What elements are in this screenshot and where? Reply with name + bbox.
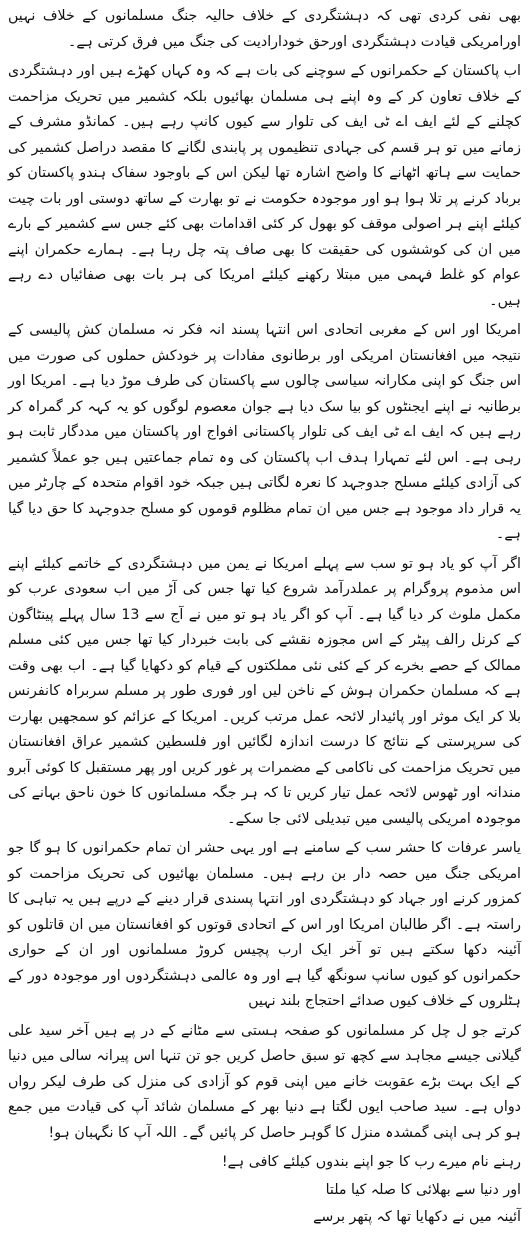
verse-line-3: آئینہ میں نے دکھایا تھا کہ پتھر برسے <box>313 1209 521 1225</box>
article-paragraph-4: اگر آپ کو یاد ہو تو سب سے پہلے امریکا نے یمن میں دہشتگردی کے خاتمے کیلئے اپنے اس مذموم پروگرام پر عملدرآمد شروع کیا تھا جس کی آڑ میں اب سعودی عرب کو مکمل ملوث کر دیا گیا ہے۔ آپ کو اگر یاد ہو تو میں نے آج سے 13 سال پہلے پینٹاگون کے کرنل رالف پیٹر کے اس مجوزہ نقشے کی بابت خبردار کیا تھا جس میں کئی مسلم ممالک کے حصے بخرے کر کے کئی نئی مملکتوں کے قیام کو دکھایا گیا ہے۔ اب بھی وقت ہے کہ مسلمان حکمران ہوش کے ناخن لیں اور فوری طور پر مسلم سربراہ کانفرنس بلا کر ایک موثر اور پائیدار لائحہ عمل مرتب کریں۔ امریکا کے عزائم کو سمجھیں بھارت کی سرپرستی کے نتائج کا درست اندازہ لگائیں اور فلسطین کشمیر عراق افغانستان میں تحریک مزاحمت کی ناکامی کے مضمرات پر غور کریں اور پھر مستقبل کا کوئی آبرو مندانہ اور ٹھوس لائحہ عمل تیار کریں تا کہ ہر جگہ مسلمانوں کا خون ناحق بہانے کی موجودہ امریکی پالیسی میں تبدیلی لائی جا سکے۔ <box>8 555 522 827</box>
verse-line-2: اور دنیا سے بھلائی کا صلہ کیا ملتا <box>325 1181 521 1198</box>
article-paragraph-2: اب پاکستان کے حکمرانوں کے سوچنے کی بات ہے کہ وہ کہاں کھڑے ہیں اور دہشتگردی کے خلاف تعاون کر کے وہ اپنے ہی مسلمان بھائیوں بلکہ کشمیر میں تحریک مزاحمت کچلنے کے لئے ایف اے ٹی ایف کی تلوار سے کیوں کانپ رہے ہیں۔ کمانڈو مشرف کے زمانے میں تو ہر قسم کی جہادی تنظیموں پر پابندی لگانے کا مقصد دراصل کشمیر کی حمایت سے ہاتھ اٹھانے کا واضح اشارہ تھا لیکن اس کے باوجود سفاک ہندو پاکستان کو برباد کرنے پر تلا ہوا ہو اور موجودہ حکومت نے تو بھارت کے ساتھ دوستی اور بات چیت کیلئے اپنے ہر اصولی موقف کو بھول کر کئی اقدامات بھی کئے جس سے کشمیر کے بارے میں ان کی کوششوں کی حقیقت کا بھی صاف پتہ چل رہا ہے۔ ہمارے حکمران اپنے عوام کو غلط فہمی میں مبتلا رکھنے کیلئے امریکا کی ہر بات بھی صفائیاں دے رہے ہیں۔ <box>8 63 521 309</box>
article-paragraph-1: بھی نفی کردی تھی کہ دہشتگردی کے خلاف حالیہ جنگ مسلمانوں کے خلاف نہیں اورامریکی قیادت دہشتگردی اورحق خودارادیت کی جنگ میں فرق کرتی ہے۔ <box>8 8 521 50</box>
article-paragraph-5: یاسر عرفات کا حشر سب کے سامنے ہے اور یہی حشر ان تمام حکمرانوں کا ہو گا جو امریکی جنگ میں حصہ دار بن رہے ہیں۔ مسلمان بھائیوں کی تحریک مزاحمت کو کمزور کرنے اور جہاد کو دہشتگردی اور انتہا پسندی قرار دینے کے درپے ہیں یہ تباہی کا راستہ ہے۔ اگر طالبان امریکا اور اس کے اتحادی قوتوں کو افغانستان میں ان قاتلوں کو آئینہ دکھا سکتے ہیں تو آخر ایک ارب پچیس کروڑ مسلمانوں اور ان کے حواری حکمرانوں کو کیوں سانپ سونگھ گیا ہے اور وہ عالمی دہشتگردوں اور موجودہ دور کے ہٹلروں کے خلاف کیوں صدائے احتجاج بلند نہیں <box>8 840 521 1009</box>
closing-verses <box>8 1150 521 1231</box>
article-paragraph-3: امریکا اور اس کے مغربی اتحادی اس انتہا پسند انہ فکر نہ مسلمان کش پالیسی کے نتیجہ میں افغانستان امریکی اور برطانوی مفادات پر خودکش حملوں کی صورت میں اس جنگ کو اپنی مکارانہ سیاسی چالوں سے پاکستان کی طرف موڑ دیا ہے۔ امریکا اور برطانیہ نے اپنے ایجنٹوں کو بیا سک دیا ہے جوان معصوم لوگوں کو یہ کہہ کر گمراہ کر رہے ہیں کہ ایف اے ٹی ایف کی تلوار پاکستانی افواج اور پاکستان میں مددگار ثابت ہو رہی ہے۔ اس لئے تمہارا ہدف اب پاکستان کی وہ تمام جماعتیں ہیں جو عملاً کشمیر کی آزادی کیلئے مسلح جدوجہد کا نعرہ لگاتی ہیں جبکہ خود اقوام متحدہ کے چارٹر میں یہ قرار داد موجود ہے جس میں ان تمام مظلوم قوموں کو مسلح جدوجہد کا حق دیا گیا ہے۔ <box>8 322 521 542</box>
verse-line-1: رہنے نام میرے رب کا جو اپنے بندوں کیلئے کافی ہے! <box>221 1154 521 1170</box>
article-paragraph-6: کرتے جو ل چل کر مسلمانوں کو صفحہ ہستی سے مٹانے کے در پے ہیں آخر سید علی گیلانی جیسے مجاہد سے کچھ تو سبق حاصل کریں جو تن تنہا اس پیرانہ سالی میں دنیا کے ایک بہت بڑے عقوبت خانے میں اپنی قوم کو آزادی کی منزل کی طرف لیکر رواں دواں ہے۔ سید صاحب ایوں لگتا ہے دنیا بھر کے مسلمان شائد آپ کی قیادت میں جمع ہو کر ہی اپنی گمشدہ منزل کا گوہر حاصل کر پائیں گے۔ اللہ آپ کا نگہبان ہو! <box>8 1022 521 1141</box>
